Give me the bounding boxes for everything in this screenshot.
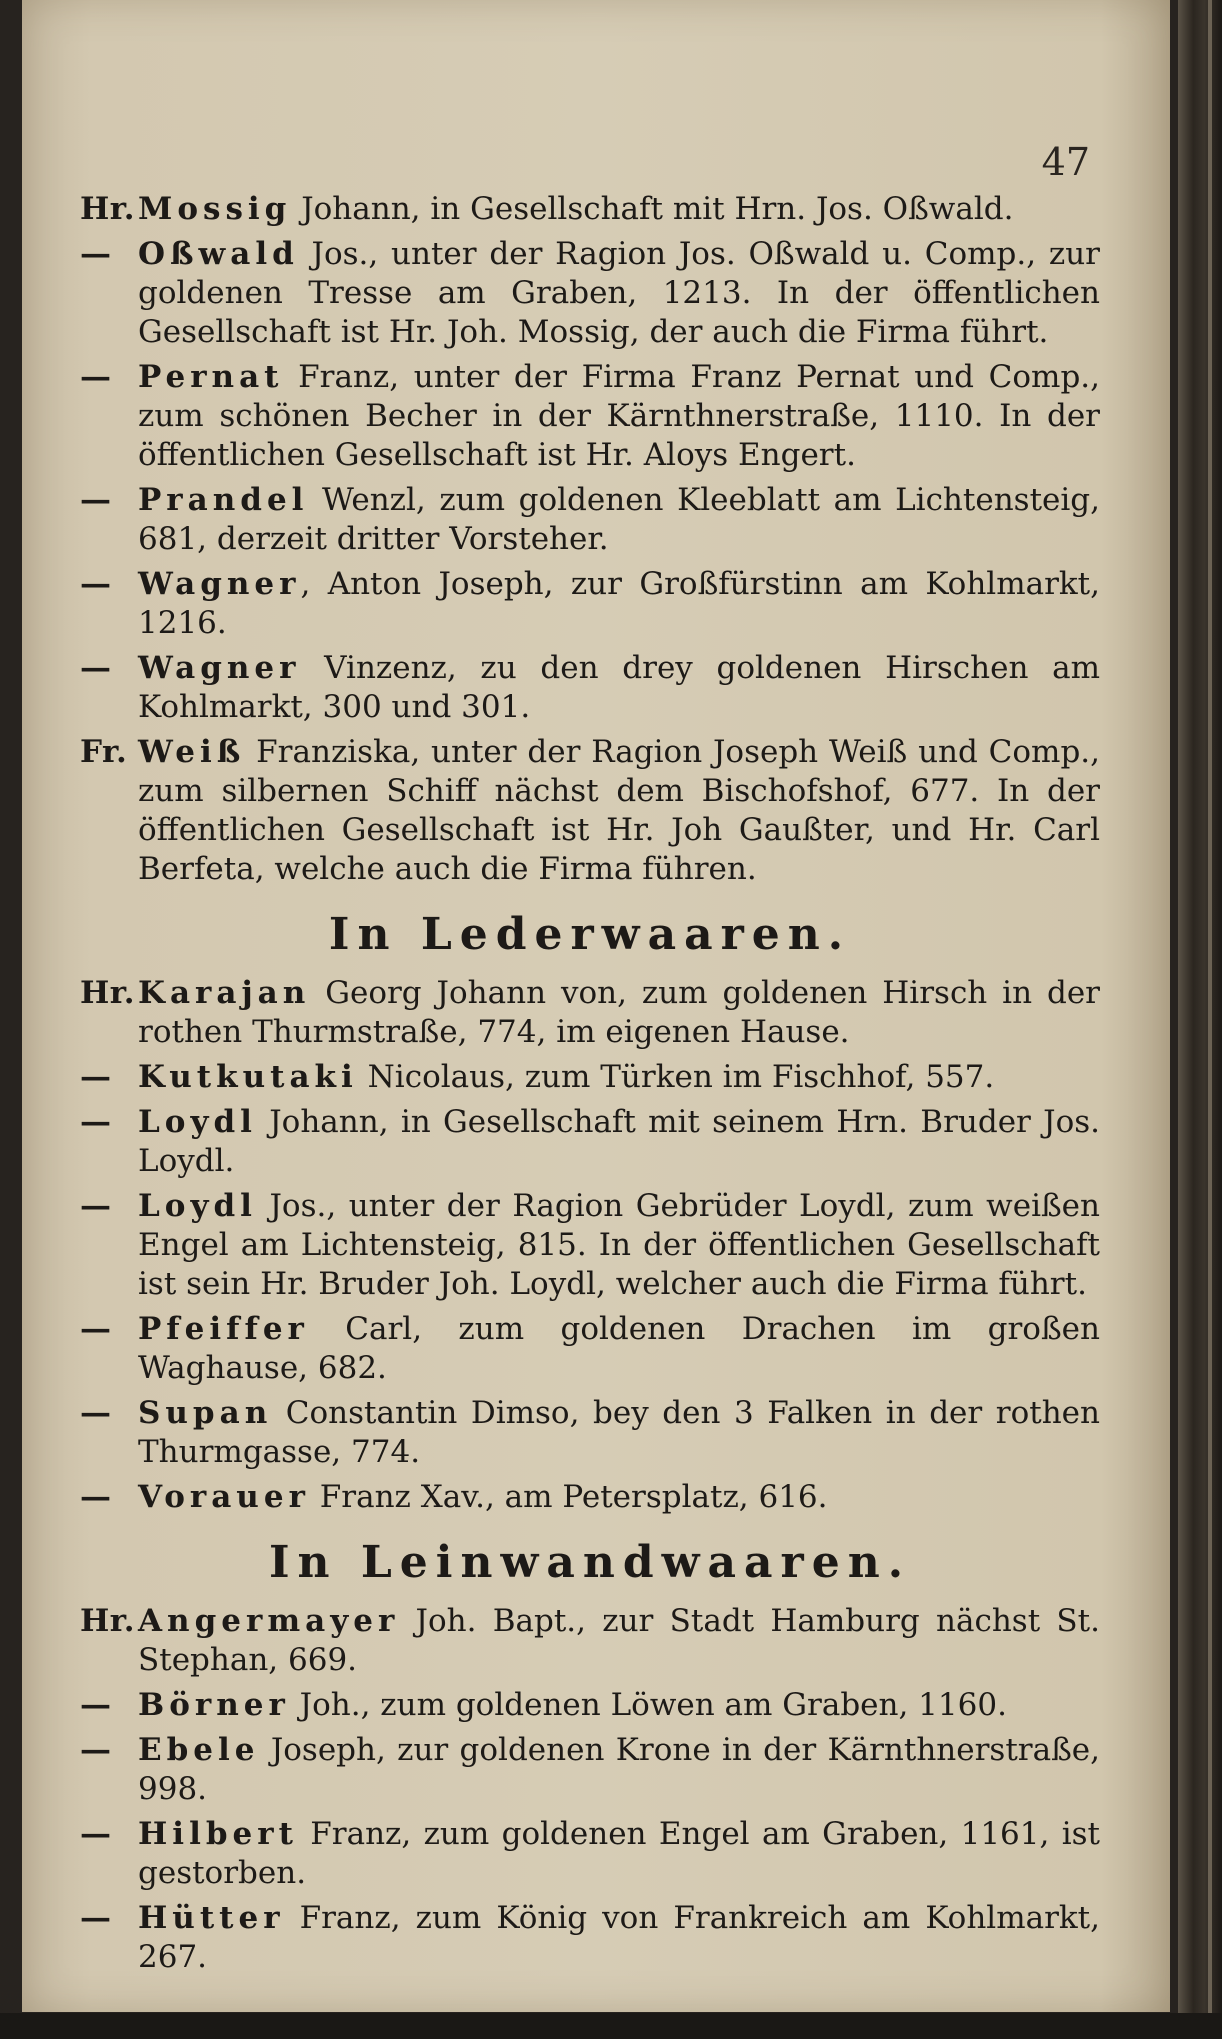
entry-name: Supan [138, 1395, 273, 1431]
entry-prefix: — [80, 1900, 112, 1936]
list-item [80, 1815, 1100, 1893]
entry-name: Weiß [138, 734, 246, 770]
list-item [80, 649, 1100, 727]
entry-name: Pernat [138, 359, 284, 395]
entry-prefix: — [80, 566, 112, 602]
list-item [80, 1602, 1100, 1680]
book-edge [1178, 0, 1222, 2039]
entry-details: Franz, unter der Firma Franz Pernat und Comp., zum schönen Becher in der Kärnthnerstraße, 1110. In der öffentlichen Gesellschaft ist Hr. Aloys Engert. [138, 359, 1100, 473]
list-item [80, 1731, 1100, 1809]
scan-bottom-border [0, 2013, 1222, 2039]
entry-text [138, 565, 1100, 643]
entry-details: Jos., unter der Ragion Gebrüder Loydl, zum weißen Engel am Lichtensteig, 815. In der öffentlichen Gesellschaft ist sein Hr. Bruder Joh. Loydl, welcher auch die Firma führt. [138, 1188, 1100, 1302]
list-item [80, 1478, 1100, 1517]
list-item [80, 1899, 1100, 1977]
entry-prefix: — [80, 236, 112, 272]
entry-prefix: — [80, 1188, 112, 1224]
page-content [80, 190, 1100, 1983]
entry-prefix: — [80, 650, 112, 686]
entry-text [138, 481, 1100, 559]
entry-name: Karajan [138, 975, 311, 1011]
entry-details: Joseph, zur goldenen Krone in der Kärnthnerstraße, 998. [138, 1732, 1100, 1807]
page-paper [22, 0, 1170, 2012]
entry-name: Loydl [138, 1104, 257, 1140]
entry-details: , Anton Joseph, zur Großfürstinn am Kohlmarkt, 1216. [138, 566, 1100, 641]
entry-name: Ebele [138, 1732, 260, 1768]
list-item [80, 1103, 1100, 1181]
entry-text [138, 1731, 1100, 1809]
entry-details: Joh., zum goldenen Löwen am Graben, 1160. [289, 1687, 1007, 1723]
entry-name: Börner [138, 1687, 290, 1723]
list-item [80, 1686, 1100, 1725]
entry-details: Johann, in Gesellschaft mit seinem Hrn. Bruder Jos. Loydl. [138, 1104, 1100, 1179]
entry-prefix: — [80, 1104, 112, 1140]
entry-prefix: — [80, 1816, 112, 1852]
entry-text [138, 190, 1100, 229]
entry-prefix: — [80, 1732, 112, 1768]
entry-text [138, 358, 1100, 475]
entry-text [138, 1103, 1100, 1181]
entry-name: Hütter [138, 1900, 285, 1936]
list-item [80, 733, 1100, 889]
entry-text [138, 1602, 1100, 1680]
section-heading-lederwaaren: In Lederwaaren. [328, 909, 852, 960]
entry-details: Constantin Dimso, bey den 3 Falken in der rothen Thurmgasse, 774. [138, 1395, 1100, 1470]
list-item [80, 481, 1100, 559]
entry-name: Hilbert [138, 1816, 298, 1852]
book-edge-highlight [1208, 0, 1212, 2039]
list-item [80, 974, 1100, 1052]
entry-name: Angermayer [138, 1603, 400, 1639]
list-item [80, 1394, 1100, 1472]
entry-details: Franziska, unter der Ragion Joseph Weiß und Comp., zum silbernen Schiff nächst dem Bischofshof, 677. In der öffentlichen Gesellschaft ist Hr. Joh Gaußter, und Hr. Carl Berfeta, welche auch die Firma führen. [138, 734, 1100, 887]
entry-details: Franz, zum König von Frankreich am Kohlmarkt, 267. [138, 1900, 1100, 1975]
entry-prefix: — [80, 1479, 112, 1515]
entry-text [138, 1058, 1100, 1097]
entry-prefix: — [80, 1687, 112, 1723]
entry-prefix: — [80, 359, 112, 395]
entry-prefix: — [80, 1059, 112, 1095]
entry-name: Pfeiffer [138, 1311, 309, 1347]
entry-details: Nicolaus, zum Türken im Fischhof, 557. [357, 1059, 995, 1095]
entry-details: Carl, zum goldenen Drachen im großen Waghause, 682. [138, 1311, 1100, 1386]
entry-name: Oßwald [138, 236, 299, 272]
entry-text [138, 1310, 1100, 1388]
entry-details: Wenzl, zum goldenen Kleeblatt am Lichtensteig, 681, derzeit dritter Vorsteher. [138, 482, 1100, 557]
entry-name: Prandel [138, 482, 309, 518]
list-item [80, 1058, 1100, 1097]
entry-prefix: Fr. [80, 734, 128, 770]
entry-text [138, 1686, 1100, 1725]
entry-text [138, 1394, 1100, 1472]
entry-text [138, 1478, 1100, 1517]
entry-text [138, 235, 1100, 352]
entry-details: Georg Johann von, zum goldenen Hirsch in der rothen Thurmstraße, 774, im eigenen Hause. [138, 975, 1100, 1050]
list-item [80, 358, 1100, 475]
entry-details: Jos., unter der Ragion Jos. Oßwald u. Comp., zur goldenen Tresse am Graben, 1213. In der öffentlichen Gesellschaft ist Hr. Joh. Mossig, der auch die Firma führt. [138, 236, 1100, 350]
list-item [80, 190, 1100, 229]
list-item [80, 565, 1100, 643]
page-number: 47 [1041, 140, 1090, 184]
entry-prefix: Hr. [80, 975, 136, 1011]
entry-text [138, 1815, 1100, 1893]
entry-details: Franz Xav., am Petersplatz, 616. [309, 1479, 828, 1515]
entry-name: Loydl [138, 1188, 257, 1224]
entry-details: Vinzenz, zu den drey goldenen Hirschen am Kohlmarkt, 300 und 301. [138, 650, 1100, 725]
list-item [80, 1187, 1100, 1304]
entry-text [138, 1899, 1100, 1977]
entry-details: Johann, in Gesellschaft mit Hrn. Jos. Oßwald. [291, 191, 1014, 227]
entry-text [138, 649, 1100, 727]
entry-text [138, 1187, 1100, 1304]
entry-prefix: Hr. [80, 191, 136, 227]
entry-prefix: — [80, 482, 112, 518]
section-heading-leinwandwaaren: In Leinwandwaaren. [268, 1537, 912, 1588]
list-item [80, 1310, 1100, 1388]
entry-name: Wagner [138, 650, 301, 686]
entry-name: Vorauer [138, 1479, 310, 1515]
entry-text [138, 974, 1100, 1052]
entry-name: Kutkutaki [138, 1059, 358, 1095]
list-item [80, 235, 1100, 352]
entry-name: Wagner [138, 566, 301, 602]
entry-text [138, 733, 1100, 889]
entry-name: Mossig [138, 191, 292, 227]
entry-prefix: Hr. [80, 1603, 136, 1639]
entry-prefix: — [80, 1395, 112, 1431]
entry-details: Joh. Bapt., zur Stadt Hamburg nächst St. Stephan, 669. [138, 1603, 1100, 1678]
entry-details: Franz, zum goldenen Engel am Graben, 1161, ist gestorben. [138, 1816, 1100, 1891]
entry-prefix: — [80, 1311, 112, 1347]
